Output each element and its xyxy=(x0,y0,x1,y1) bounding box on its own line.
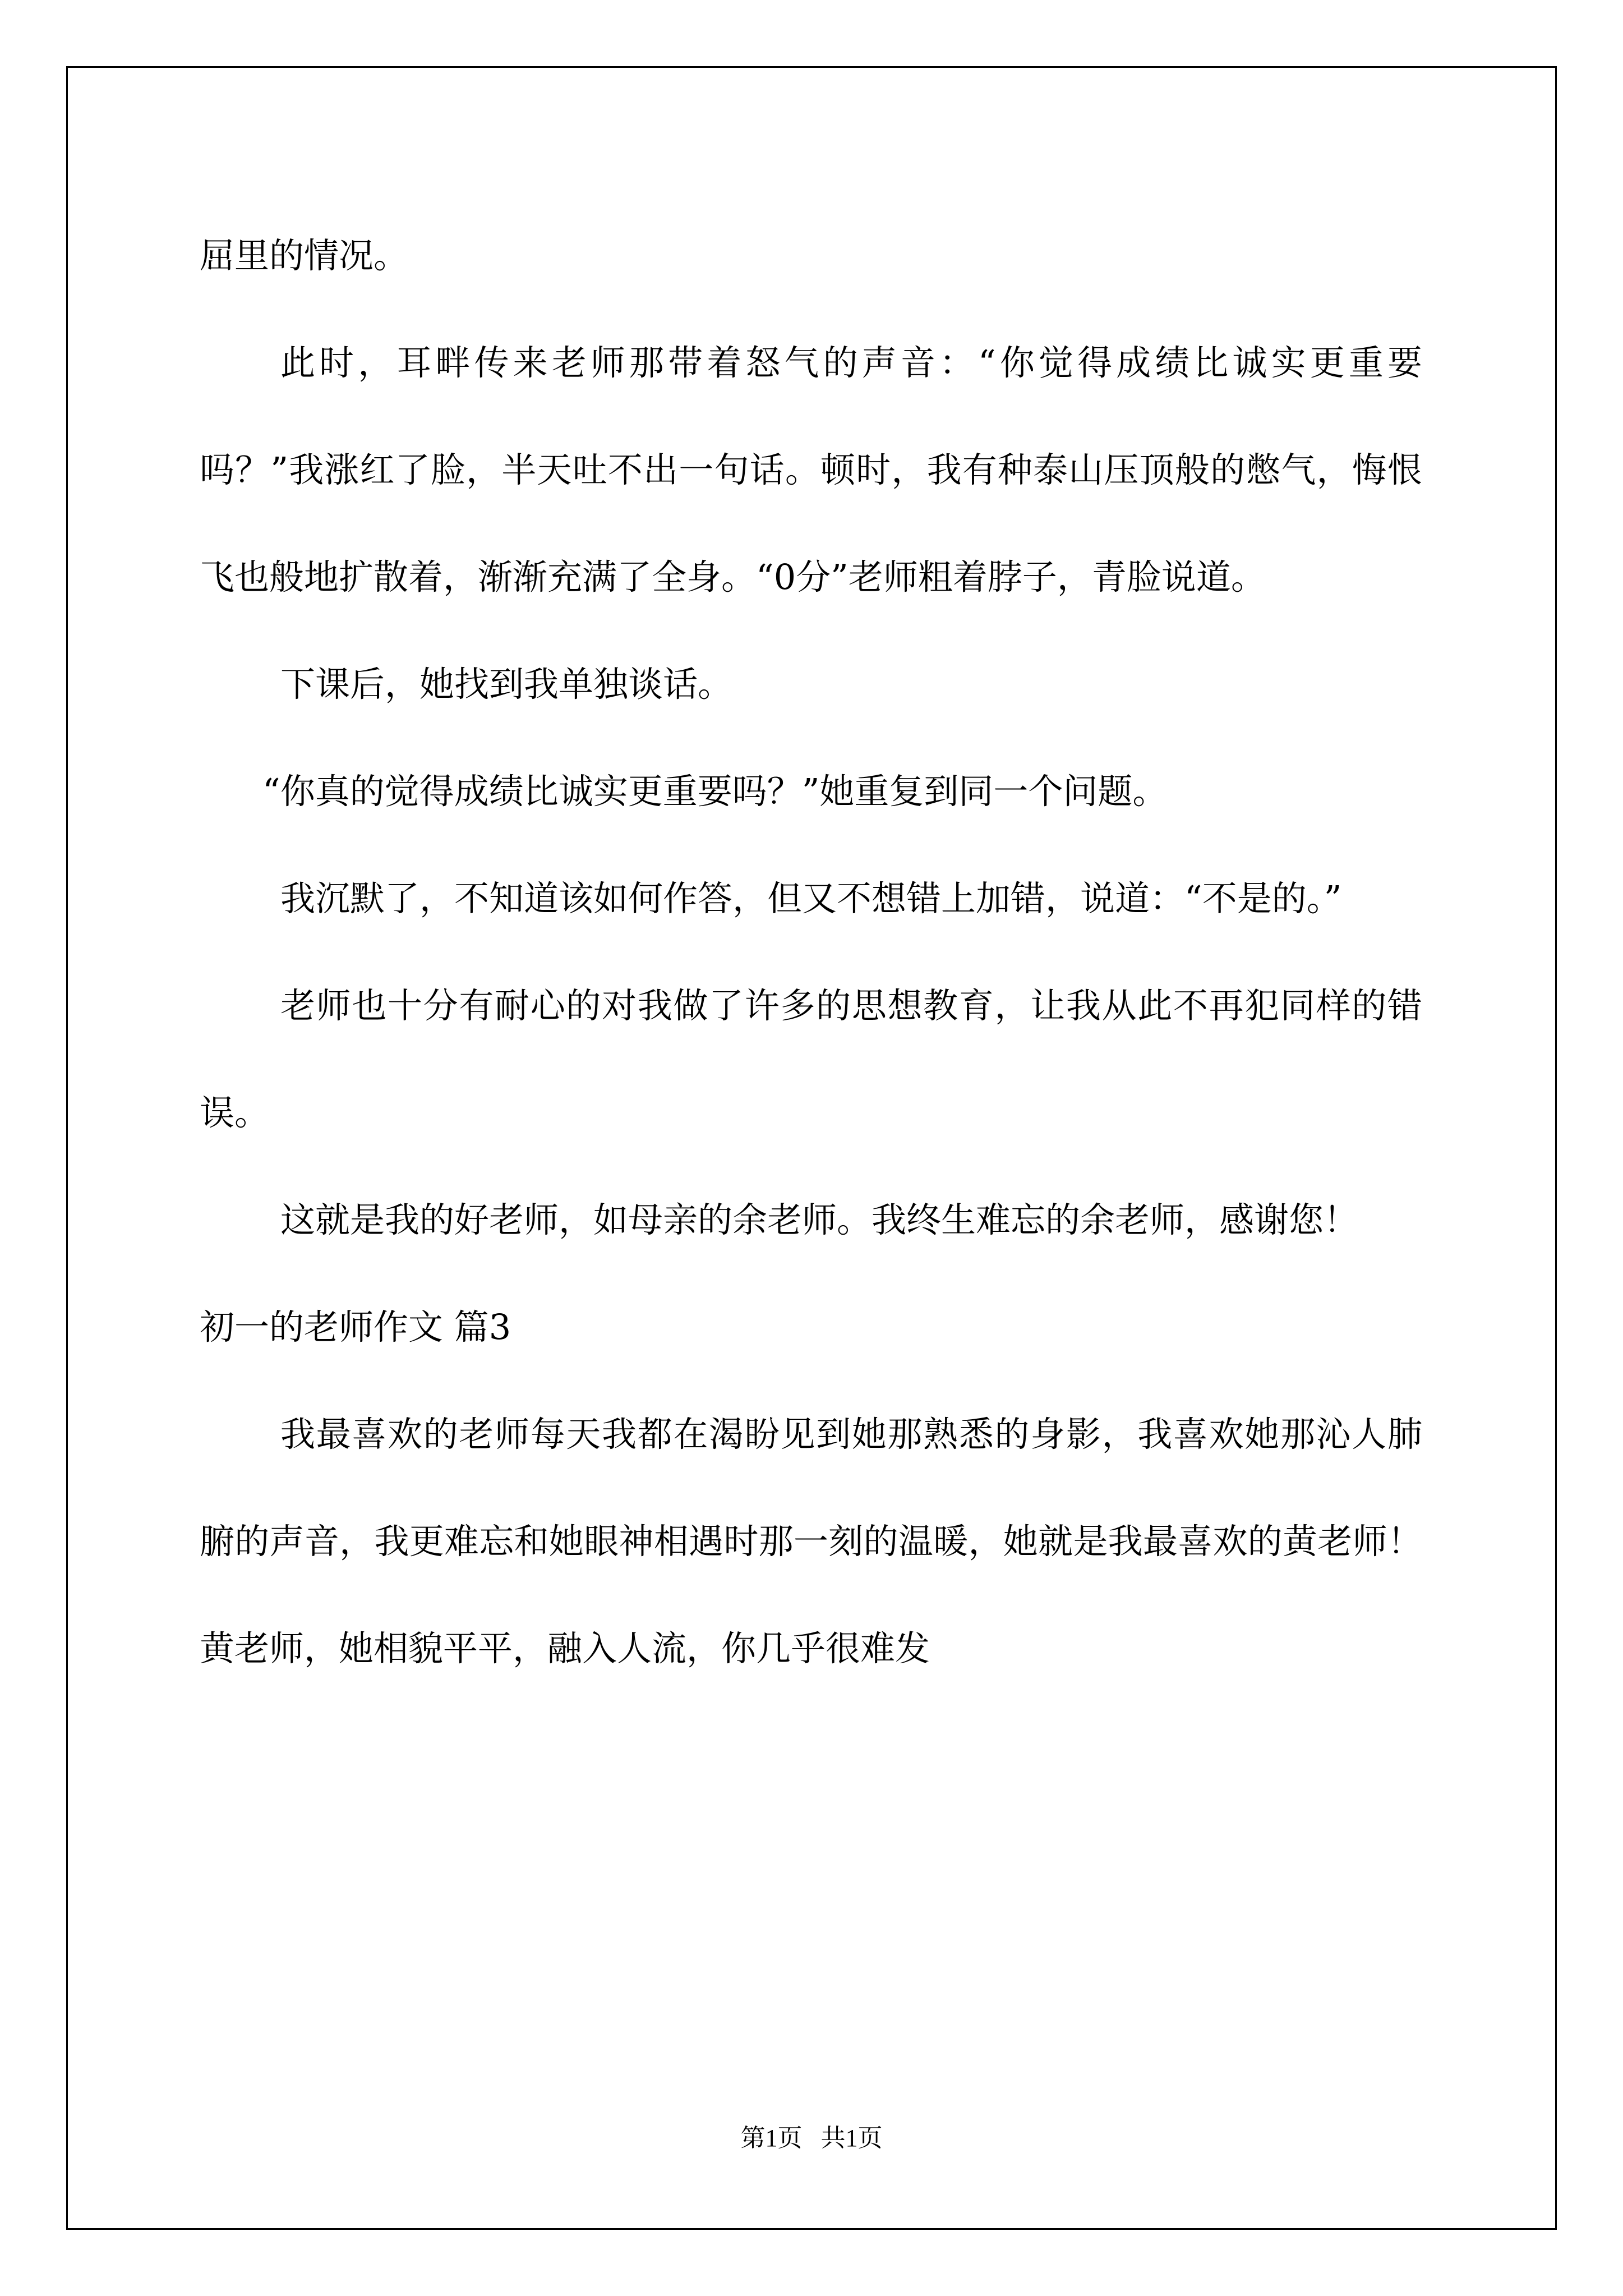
paragraph: 下课后，她找到我单独谈话。 xyxy=(280,664,733,705)
paragraph: 我最喜欢的老师每天我都在渴盼见到她那熟悉的身影，我喜欢她那沁人肺腑的声音，我更难忘和她眼神相遇时那一刻的温暖，她就是我最喜欢的黄老师！黄老师，她相貌平平，融入人流，你几乎很难发 xyxy=(200,1414,1422,1669)
paragraph: 我沉默了，不知道该如何作答，但又不想错上加错，说道：“不是的。” xyxy=(280,878,1342,919)
section-heading: 初一的老师作文 篇3 xyxy=(200,1306,511,1347)
paragraph: 老师也十分有耐心的对我做了许多的思想教育，让我从此不再犯同样的错误。 xyxy=(200,985,1422,1133)
paragraph: 此时，耳畔传来老师那带着怒气的声音：“你觉得成绩比诚实更重要吗？”我涨红了脸，半天吐不出一句话。顿时，我有种泰山压顶般的憋气，悔恨飞也般地扩散着，渐渐充满了全身。“0分”老师粗着脖子，青脸说道。 xyxy=(200,342,1422,597)
paragraph-quote: “你真的觉得成绩比诚实更重要吗？”她重复到同一个问题。 xyxy=(262,771,1168,812)
document-body xyxy=(200,202,1422,1702)
paragraph-continuation: 屈里的情况。 xyxy=(200,235,409,276)
page-footer: 第1页 共1页 xyxy=(740,2124,883,2152)
paragraph: 这就是我的好老师，如母亲的余老师。我终生难忘的余老师，感谢您！ xyxy=(280,1199,1359,1240)
